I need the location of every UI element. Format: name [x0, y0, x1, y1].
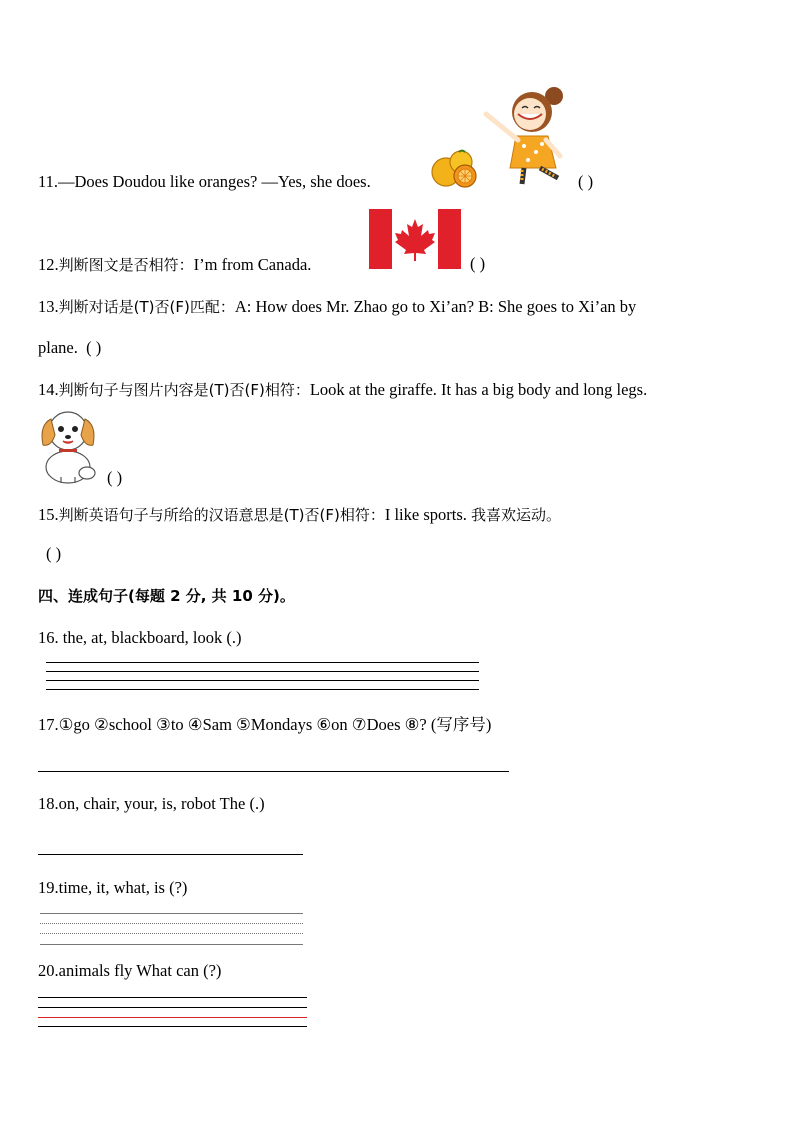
answer-line[interactable] [46, 680, 479, 681]
answer-line[interactable] [40, 923, 303, 924]
answer-line[interactable] [40, 933, 303, 934]
question-text: —Does Doudou like oranges? —Yes, she does. [58, 172, 371, 191]
question-11 [38, 172, 371, 192]
sentence-words: time, it, what, is (?) [58, 878, 188, 897]
oranges-icon [428, 148, 480, 188]
sentence-words: animals fly What can (?) [58, 961, 222, 980]
answer-line[interactable] [38, 1026, 307, 1027]
canada-flag-icon [369, 209, 461, 269]
answer-line[interactable] [38, 997, 307, 998]
question-prompt: 判断英语句子与所给的汉语意思是(T)否(F)相符： [58, 506, 385, 524]
question-number: 18. [38, 794, 59, 813]
question-number: 15. [38, 505, 59, 524]
sentence-20 [38, 961, 221, 981]
answer-line[interactable] [46, 671, 479, 672]
question-number: 17. [38, 715, 59, 734]
question-chinese: 我喜欢运动。 [471, 506, 562, 524]
section-title: 四、连成句子(每题 2 分, 共 10 分)。 [38, 587, 295, 605]
girl-illustration [480, 84, 572, 188]
answer-line[interactable] [38, 854, 303, 855]
answer-paren[interactable]: ( ) [470, 254, 486, 273]
question-number: 19. [38, 878, 59, 897]
question-12 [38, 254, 311, 275]
sentence-words: ①go ②school ③to ④Sam ⑤Mondays ⑥on ⑦Does ⑧? (写序号) [58, 715, 492, 734]
sentence-19 [38, 878, 187, 898]
answer-paren[interactable]: ( ) [86, 338, 102, 357]
question-text: I like sports. [384, 505, 467, 524]
question-number: 16. [38, 628, 59, 647]
sentence-words: the, at, blackboard, look (.) [58, 628, 242, 647]
question-number: 13. [38, 297, 59, 316]
question-15 [38, 504, 561, 525]
question-text: A: How does Mr. Zhao go to Xi’an? B: She goes to Xi’an by [234, 297, 637, 316]
question-13 [38, 296, 636, 317]
question-number: 11. [38, 172, 59, 191]
answer-line[interactable] [46, 689, 479, 690]
question-prompt: 判断对话是(T)否(F)匹配： [58, 298, 235, 316]
answer-line[interactable] [38, 1007, 307, 1008]
answer-line-red[interactable] [38, 1017, 307, 1018]
answer-line[interactable] [46, 662, 479, 663]
sentence-16 [38, 628, 241, 648]
question-14 [38, 379, 647, 400]
question-text-cont: plane. [38, 338, 78, 357]
dog-illustration [37, 407, 99, 485]
question-13-cont [38, 338, 101, 358]
question-text: I’m from Canada. [193, 255, 312, 274]
question-prompt: 判断句子与图片内容是(T)否(F)相符： [58, 381, 310, 399]
sentence-18 [38, 794, 265, 814]
question-number: 14. [38, 380, 59, 399]
sentence-words: on, chair, your, is, robot The (.) [58, 794, 265, 813]
answer-line[interactable] [40, 913, 303, 914]
sentence-17 [38, 711, 491, 735]
question-prompt: 判断图文是否相符： [58, 256, 194, 274]
answer-paren[interactable]: ( ) [578, 172, 594, 191]
answer-line[interactable] [40, 944, 303, 945]
answer-paren[interactable]: ( ) [46, 544, 62, 563]
question-number: 20. [38, 961, 59, 980]
question-text: Look at the giraffe. It has a big body and long legs. [309, 380, 648, 399]
answer-paren[interactable]: ( ) [107, 468, 123, 487]
answer-line[interactable] [38, 771, 509, 772]
question-number: 12. [38, 255, 59, 274]
